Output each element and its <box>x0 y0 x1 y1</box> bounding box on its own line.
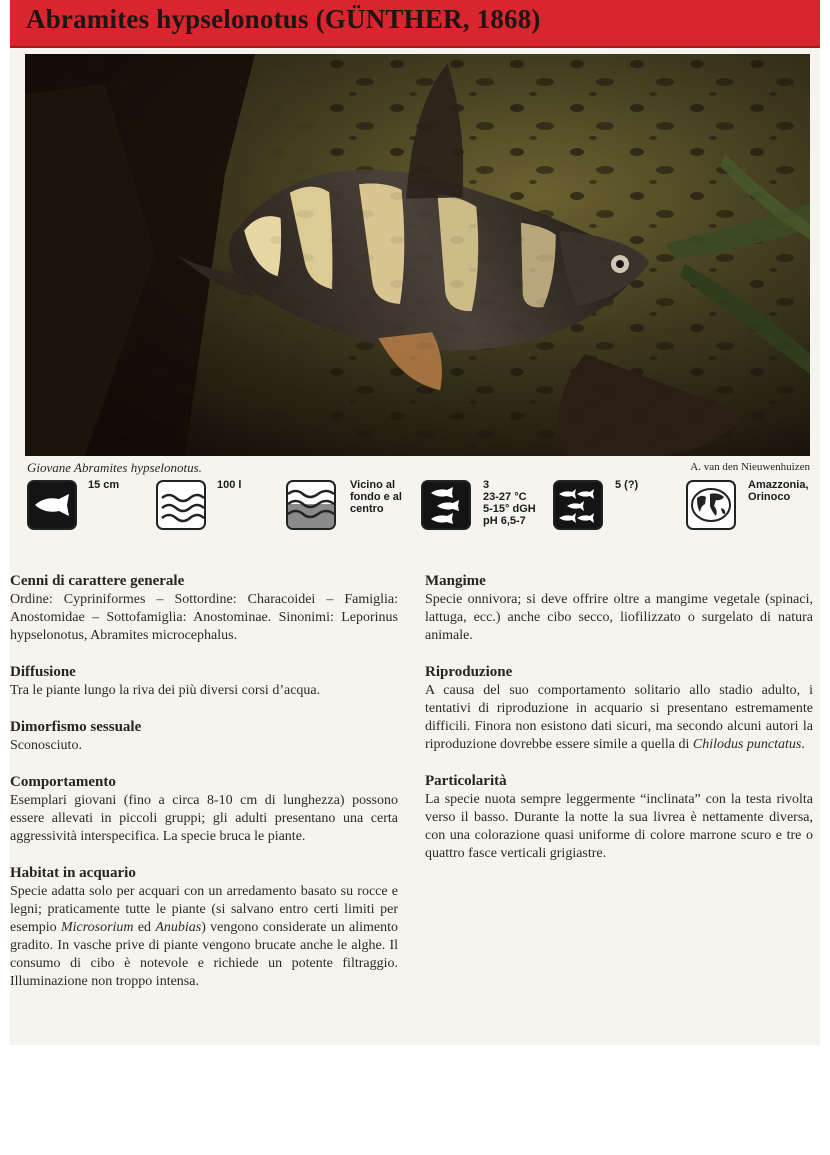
zone-label: Vicino al fondo e al centro <box>350 479 402 515</box>
species-name: Chilodus punctatus <box>692 737 802 752</box>
body-text: ) vengono considerate un alimento gradito. In vasche prive di piante vengono brucate anche le alghe. Il consumo di cibo è notevole e richiede un potente filtraggio. Illuminazione non troppo intensa. <box>10 920 399 989</box>
left-column <box>10 572 398 1009</box>
water-parameters-icon <box>421 480 471 530</box>
section-body: Esemplari giovani (fino a circa 8-10 cm di lunghezza) possono essere allevati in piccoli gruppi; gli adulti presentano una certa aggressività interspecifica. La specie bruca le piante. <box>10 793 398 844</box>
title-bar <box>10 0 820 48</box>
tank-volume-icon <box>156 480 206 530</box>
size-label: 15 cm <box>88 479 120 491</box>
section-behaviour <box>10 773 398 846</box>
section-body: Specie onnivora; si deve offrire oltre a mangime vegetale (spinaci, lattuga, ecc.) anche cibo secco, liofilizzato o surgelato di natura animale. <box>425 592 813 643</box>
world-map-icon <box>686 480 736 530</box>
section-heading: Riproduzione <box>425 664 513 680</box>
body-text: ed <box>133 920 156 935</box>
section-heading: Cenni di carattere generale <box>10 573 185 589</box>
section-aquarium-habitat <box>10 864 398 991</box>
section-dimorphism <box>10 718 398 755</box>
section-body: Sconosciuto. <box>10 738 82 753</box>
section-heading: Comportamento <box>10 774 116 790</box>
section-body: La specie nuota sempre leggermente “inclinata” con la testa rivolta verso il basso. Durante la notte la sua livrea è nettamente diversa, con una colorazione quasi uniforme di colore marrone scuro e tre o quattro fasce verticali grigiastre. <box>425 792 813 861</box>
section-body <box>425 682 813 754</box>
body-text: A causa del suo comportamento solitario allo stadio adulto, i tentativi di riproduzione in acquario si presentano estremamente difficili. Finora non esistono dati sicuri, ma secondo alcuni autori la riproduzione dovrebbe essere simile a quella di <box>425 683 813 752</box>
swim-zone-icon <box>286 480 336 530</box>
fish-illustration <box>25 54 810 456</box>
volume-label: 100 l <box>217 479 242 491</box>
species-name: Anubias <box>155 920 202 935</box>
section-heading: Dimorfismo sessuale <box>10 719 142 735</box>
section-reproduction <box>425 663 813 754</box>
section-body: Ordine: Cypriniformes – Sottordine: Characoidei – Famiglia: Anostomidae – Sottofamiglia: Anostominae. Sinonimi: Leporinus hypselonotus, Abramites microcephalus. <box>10 592 398 643</box>
water-label: 3 23-27 °C 5-15° dGH pH 6,5-7 <box>483 479 536 527</box>
photo-credit: A. van den Nieuwenhuizen <box>690 461 810 473</box>
section-heading: Mangime <box>425 573 486 589</box>
section-heading: Particolarità <box>425 773 507 789</box>
body-text: . <box>801 737 805 752</box>
page-title: Abramites hypselonotus (GÜNTHER, 1868) <box>26 4 541 34</box>
species-name: Microsorium <box>60 920 134 935</box>
photo-caption: Giovane Abramites hypselonotus. <box>27 460 202 475</box>
section-heading: Diffusione <box>10 664 76 680</box>
section-heading: Habitat in acquario <box>10 865 136 881</box>
origin-label: Amazzonia, Orinoco <box>748 479 809 503</box>
right-column <box>425 572 813 881</box>
section-body: Tra le piante lungo la riva dei più diversi corsi d’acqua. <box>10 683 321 698</box>
fish-size-icon <box>27 480 77 530</box>
group-fish-icon <box>553 480 603 530</box>
section-body <box>10 883 398 991</box>
fish-photo <box>25 54 810 456</box>
section-general <box>10 572 398 645</box>
group-label: 5 (?) <box>615 479 639 491</box>
section-food <box>425 572 813 645</box>
section-particularities <box>425 772 813 863</box>
body-text: Specie adatta solo per acquari con un arredamento basato su rocce e legni; praticamente tutte le piante (si salvano entro certi limiti per esempio <box>10 884 398 935</box>
section-distribution <box>10 663 398 700</box>
